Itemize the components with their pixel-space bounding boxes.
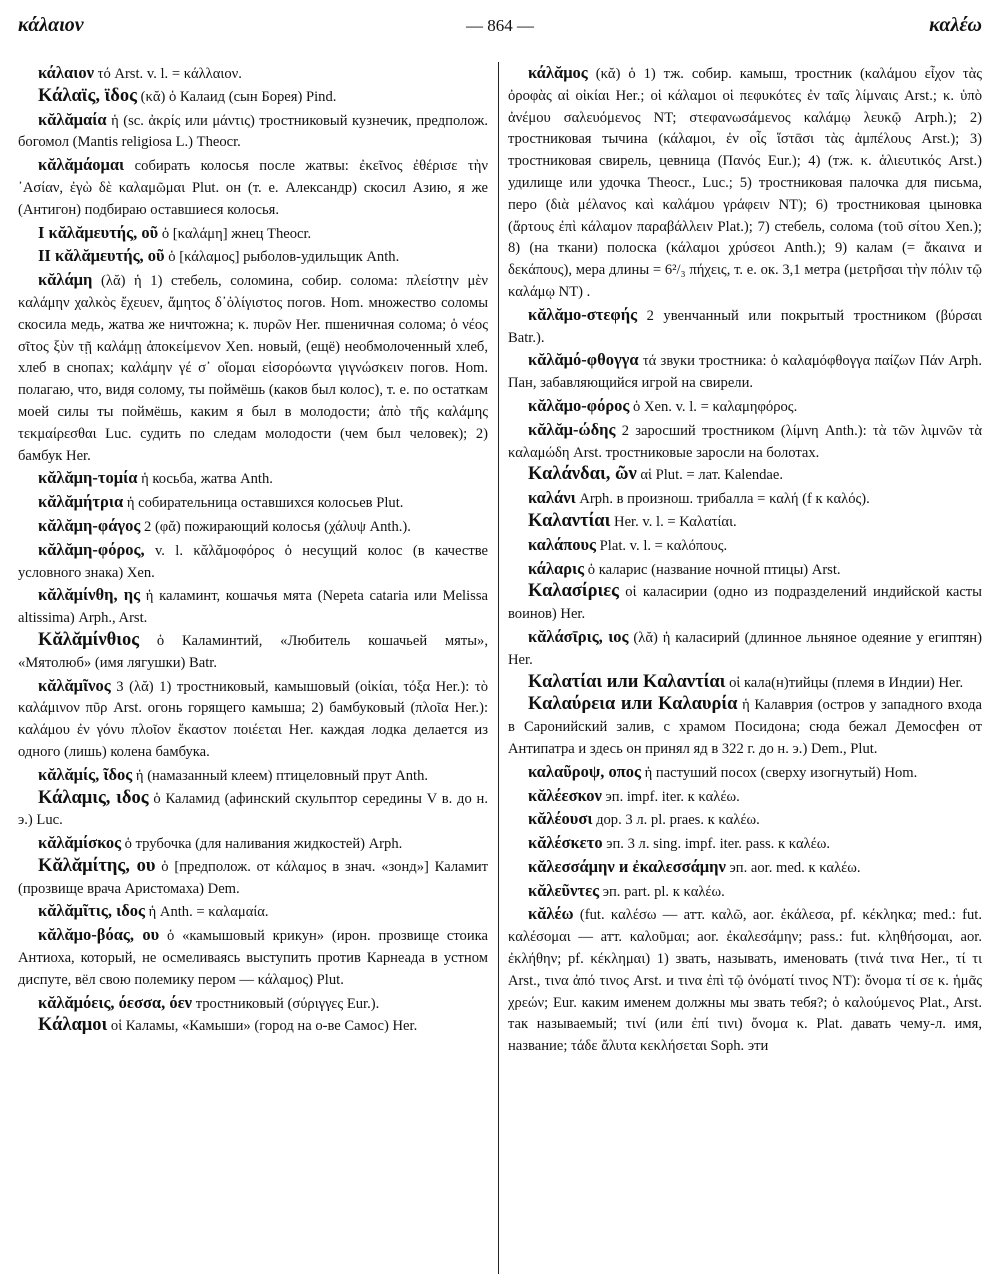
dictionary-entry xyxy=(508,304,982,350)
entry-definition: ὁ каларис (название ночной птицы) Arst. xyxy=(584,561,841,578)
entry-headword: κᾰλᾰμό-φθογγα xyxy=(528,350,639,370)
entry-headword: κάλαιον xyxy=(38,63,94,82)
dictionary-entry xyxy=(508,395,982,419)
entry-definition: Plat. v. l. = καλόπους. xyxy=(596,537,728,554)
entry-definition: v. l. κᾰλᾰμοφόρος ὁ несущий колос (в качестве условного знака) Xen. xyxy=(18,542,488,581)
entry-headword: κάλᾰμος xyxy=(528,63,588,82)
dictionary-entry xyxy=(508,534,982,558)
entry-definition: (λᾰ) ἡ 1) стебель, соломина, собир. солома: πλείστην μὲν καλάμην χαλκὸς ἔχευεν, ἄμητος δ᾿ὀλίγιστος погов. Hom. множество соломы скосила медь, жатва же ничтожна; κ. πυρῶν Her. пшеничная солома; ὁ νέος σῖτος ξὺν τῇ καλάμῃ ἀποκείμενον Xen. новый, (ещё) необмолоченный хлеб, хлеб в снопах; καλάμην γέ σ᾿ οἴομαι εἰσορόωντα γιγνώσκειν погов. Hom. полагаю, что, видя солому, ты поймёшь (каков был колос), т. е. по остаткам моей силы ты поймёшь, каким я был в молодости; ἀπὸ τῆς καλάμης τεκμαίρεσθαι Luc. судить по следам молодости (чем был человек); 2) бамбук Her. xyxy=(18,273,488,464)
entry-headword: κᾰλᾰμη-φόρος, xyxy=(38,539,145,559)
dictionary-entry xyxy=(508,880,982,904)
page-header xyxy=(18,14,982,44)
entry-headword: κᾰλάμη xyxy=(38,270,93,290)
dictionary-entry xyxy=(508,419,982,465)
dictionary-entry xyxy=(18,539,488,585)
entry-definition: 2 увенчанный или покрытый тростником (βύρσαι Batr.). xyxy=(508,307,982,346)
entry-definition: собирать колосья после жатвы: ἐκεῖνος ἐθέρισε τὴν ᾿Ασίαν, ἐγὼ δὲ καλαμῶμαι Plut. он (т. е. Александр) скосил Азию, я же (Антигон) подбираю оставшиеся колосья. xyxy=(18,158,488,218)
entry-definition: ἡ Anth. = καλαμαία. xyxy=(144,904,269,921)
entry-headword: κᾰλέεσκον xyxy=(528,785,602,805)
dictionary-entry xyxy=(18,491,488,515)
entry-definition: ὁ трубочка (для наливания жидкостей) Arph. xyxy=(121,836,403,853)
entry-definition: 2 (φᾰ) пожирающий колосья (χάλυψ Anth.). xyxy=(140,518,411,535)
entry-headword: κᾰλέσκετο xyxy=(528,833,603,853)
entry-headword: κᾰλάσῑρις, ιος xyxy=(528,626,629,646)
entry-headword: κᾰλᾰμη-φάγος xyxy=(38,515,141,535)
entry-headword: κᾰλᾰμῖνος xyxy=(38,675,111,695)
dictionary-entry xyxy=(508,62,982,304)
dictionary-entry xyxy=(18,788,488,833)
dictionary-entry xyxy=(18,515,488,539)
entry-definition: ἡ косьба, жатва Anth. xyxy=(137,471,273,488)
entry-headword: κᾰλᾰμη-τομία xyxy=(38,468,138,488)
entry-definition: οἱ каласирии (одно из подразделений индийской касты воинов) Her. xyxy=(508,584,982,623)
entry-headword: κᾰλᾰμαία xyxy=(38,109,107,129)
entry-headword: Κάλαμοι xyxy=(38,1015,108,1036)
entry-definition: эп. part. pl. к καλέω. xyxy=(599,883,725,900)
entry-headword: κᾰλᾰμίς, ῖδος xyxy=(38,764,133,784)
entry-headword: κᾰλᾰμ-ώδης xyxy=(528,419,616,439)
dictionary-entry xyxy=(18,245,488,269)
entry-headword: II κᾰλᾰμευτής, οῦ xyxy=(38,246,165,266)
entry-definition: ἡ Калаврия (остров у западного входа в Саронийский залив, с храмом Посидона; сюда бежал Демосфен от Антипатра и здесь он принял яд в 322 г. до н. э.) Dem., Plut. xyxy=(508,697,982,757)
dictionary-entry xyxy=(18,1015,488,1038)
entry-definition: ὁ [κάλαμος] рыболов-удильщик Anth. xyxy=(164,249,400,266)
dictionary-entry xyxy=(508,349,982,395)
dictionary-entry xyxy=(508,672,982,695)
dictionary-entry xyxy=(508,581,982,626)
dictionary-entry xyxy=(18,86,488,109)
dictionary-entry xyxy=(508,903,982,1058)
column-divider xyxy=(498,62,499,1274)
entry-headword: κᾰλᾰμο-φόρος xyxy=(528,395,630,415)
entry-headword: κᾰλᾰμο-στεφής xyxy=(528,304,638,324)
entry-headword: Κᾰλᾰμίνθιος xyxy=(38,629,140,650)
entry-headword: κάλαρις xyxy=(528,558,585,578)
dictionary-entry xyxy=(508,626,982,672)
entry-definition: αἱ Plut. = лат. Kalendae. xyxy=(636,467,784,484)
entry-headword: κᾰλέω xyxy=(528,904,574,924)
entry-definition: ἡ пастуший посох (сверху изогнутый) Hom. xyxy=(640,764,918,781)
page-number: — 864 — xyxy=(466,16,534,35)
entry-headword: Καλάνδαι, ῶν xyxy=(528,464,637,485)
entry-definition: (κᾰ) ὁ Калаид (сын Борея) Pind. xyxy=(136,88,337,105)
entry-definition: ἡ собирательница оставшихся колосьев Plut. xyxy=(123,495,404,512)
dictionary-entry xyxy=(18,856,488,901)
dictionary-entry xyxy=(18,222,488,246)
entry-definition: ὁ Каламид (афинский скульптор середины V в. до н. э.) Luc. xyxy=(18,790,488,829)
dictionary-entry xyxy=(508,808,982,832)
dictionary-entry xyxy=(18,630,488,675)
entry-headword: I κᾰλᾰμευτής, οῦ xyxy=(38,222,159,242)
entry-definition: дор. 3 л. pl. praes. к καλέω. xyxy=(592,812,760,829)
dictionary-entry xyxy=(18,62,488,86)
entry-definition: 2 заросший тростником (λίμνη Anth.): τὰ τῶν λιμνῶν τὰ καλαμώδη Arst. тростниковые заросли на болотах. xyxy=(508,422,982,461)
dictionary-entry xyxy=(18,900,488,924)
dictionary-entry xyxy=(508,464,982,487)
entry-headword: κᾰλᾰμίσκος xyxy=(38,833,122,853)
entry-headword: Καλαύρεια или Καλαυρία xyxy=(528,694,738,715)
entry-definition: Arph. в произнош. трибалла = καλή (f к καλός). xyxy=(575,491,870,508)
entry-headword: καλάπους xyxy=(528,534,597,554)
entry-headword: κᾰλᾰμῖτις, ιδος xyxy=(38,901,145,921)
entry-headword: Κάλαμις, ιδος xyxy=(38,787,149,808)
entry-definition: тростниковый (σύριγγες Eur.). xyxy=(192,995,380,1012)
dictionary-entry xyxy=(508,558,982,582)
entry-definition: 3 (λᾰ) 1) тростниковый, камышовый (οἰκίαι, τόξα Her.): τὸ καλάμινον πῦρ Arst. огонь горящего камыша; 2) бамбуковый (πλοῖα Her.): καλάμου ἐν γόνυ πλοῖον ἕκαστον ποιέεται Her. каждая лодка делается из одного (лишь) колена бамбука. xyxy=(18,678,488,760)
dictionary-entry xyxy=(18,154,488,221)
entry-definition: ὁ [καλάμη] жнец Theocr. xyxy=(158,225,312,242)
dictionary-entry xyxy=(18,467,488,491)
entry-definition: ὁ Xen. v. l. = καλαμηφόρος. xyxy=(629,398,798,415)
entry-definition: эп. impf. iter. к καλέω. xyxy=(601,788,740,805)
entry-headword: κᾰλεῦντες xyxy=(528,880,600,900)
entry-definition: эп. 3 л. sing. impf. iter. pass. к καλέω. xyxy=(602,836,831,853)
dictionary-entry xyxy=(18,832,488,856)
entry-definition: эп. aor. med. к καλέω. xyxy=(725,859,861,876)
dictionary-entry xyxy=(508,694,982,760)
left-column xyxy=(18,62,488,1278)
entry-definition: ἡ (намазанный клеем) птицеловный прут Anth. xyxy=(132,767,429,784)
right-column xyxy=(508,62,982,1278)
entry-definition: ἡ (sc. ἀκρίς или μάντις) тростниковый кузнечик, предполож. богомол (Mantis religiosa L.) Theocr. xyxy=(18,112,488,151)
entry-definition: (κᾰ) ὁ 1) тж. собир. камыш, тростник (καλάμου εἶχον τὰς ὀροφὰς αἱ οἰκίαι Her.; οἱ κάλαμοι οἱ πεφυκότες ἐν ταῖς λίμναις Arst.; κ. ὑπὸ ἀνέμου σαλευόμενος NT; στεφανωσάμενος καλάμῳ λευκῷ Arph.); 2) тростниковая тычина (κάλαμοι, ἐν οἷς ἵστᾱσι τὰς ἀμπέλους Arst.); 3) тростниковая свирель, цевница (Πανός Eur.); 4) (тж. κ. ἁλιευτικός Arst.) удилище или удочка Theocr., Luc.; 5) тростниковая палочка для письма, перо (διὰ μέλανος καὶ καλάμου γράφειν NT); 6) тростниковая цыновка (ἄρτους ἐπὶ κάλαμον παραβάλλειν Plat.); 7) стебель, солома (τοῦ σίτου Xen.); 8) (на ткани) полоска (κάλαμοι χρύσεοι Anth.); 9) калам (= ἄκαινα и δεκάπους), мера длины = 6²/₃ πήχεις, т. е. ок. 3,1 метра (μετρῆσαι τὴν πόλιν τῷ καλάμῳ NT) . xyxy=(508,66,982,300)
header-left-word: κάλαιον xyxy=(18,14,84,36)
entry-headword: κᾰλᾰμο-βόας, ου xyxy=(38,925,160,945)
entry-definition: (λᾰ) ἡ каласирий (длинное льняное одеяние у египтян) Her. xyxy=(508,629,982,668)
dictionary-entry xyxy=(18,992,488,1016)
dictionary-entry xyxy=(508,487,982,511)
entry-headword: καλαῦροψ, οπος xyxy=(528,761,641,781)
entry-headword: κᾰλεσσάμην и ἐκαλεσσάμην xyxy=(528,856,726,876)
entry-definition: Her. v. l. = Καλατίαι. xyxy=(610,513,737,530)
dictionary-entry xyxy=(508,511,982,534)
entry-headword: Κάλαϊς, ϊδος xyxy=(38,85,137,106)
dictionary-entry xyxy=(508,832,982,856)
entry-definition: (fut. καλέσω — атт. καλῶ, aor. ἐκάλεσα, pf. κέκληκα; med.: fut. καλέσομαι — атт. καλοῦμαι; aor. ἐκαλεσάμην; pass.: fut. κληθήσομαι, aor. ἐκλήθην; pf. κέκλημαι) 1) звать, называть, именовать (τινά τινα Her., τί τι Arst., τινα ἀπό τινος Arst. и τινα ἐπὶ τῷ ὀνόματί τινος NT): ὄνομα τί σε κ. ἡμᾶς χρεών; Eur. каким именем должны мы звать тебя?; ὁ καλούμενος Plat., Arst. так называемый; τινί (или ἐπί τινι) ὄνομα κ. Plat. давать чему-л. имя, название; τάδε ἄλυτα κεκλήσεται Soph. эти xyxy=(508,907,982,1055)
entry-definition: τά звуки тростника: ὁ καλαμόφθογγα παίζων Πάν Arph. Пан, забавляющийся игрой на свирели. xyxy=(508,353,982,392)
dictionary-entry xyxy=(18,675,488,764)
dictionary-entry xyxy=(508,785,982,809)
dictionary-entry xyxy=(18,924,488,991)
dictionary-columns xyxy=(18,62,982,1278)
entry-headword: κᾰλᾰμάομαι xyxy=(38,155,125,175)
entry-headword: κᾰλᾰμόεις, όεσσα, όεν xyxy=(38,992,193,1012)
dictionary-entry xyxy=(18,584,488,630)
dictionary-entry xyxy=(508,856,982,880)
dictionary-entry xyxy=(18,269,488,467)
entry-headword: καλάνι xyxy=(528,488,576,508)
entry-definition: τό Arst. v. l. = κάλλαιον. xyxy=(93,66,242,82)
entry-headword: Καλαντίαι xyxy=(528,510,611,531)
entry-headword: Καλασίριες xyxy=(528,581,619,602)
entry-headword: κᾰλᾰμίνθη, ης xyxy=(38,585,141,605)
entry-headword: κᾰλᾰμήτρια xyxy=(38,492,124,512)
entry-definition: οἱ Каламы, «Камыши» (город на о-ве Самос) Her. xyxy=(107,1018,418,1035)
dictionary-entry xyxy=(18,764,488,788)
header-right-word: καλέω xyxy=(929,14,982,36)
entry-definition: ὁ «камышовый крикун» (ирон. прозвище стоика Антиоха, который, не осмеливаясь выступить против Карнеада в устном диспуте, вёл свою полемику пером — κάλαμος) Plut. xyxy=(18,928,488,988)
entry-definition: ὁ Каламинтий, «Любитель кошачьей мяты», «Мятолюб» (имя лягушки) Batr. xyxy=(18,632,488,671)
entry-headword: Κᾰλᾰμίτης, ου xyxy=(38,855,156,876)
entry-headword: Καλατίαι или Καλαντίαι xyxy=(528,671,726,692)
dictionary-entry xyxy=(18,109,488,155)
entry-definition: ἡ каламинт, кошачья мята (Nepeta catariа или Melissa altissima) Arph., Arst. xyxy=(18,588,488,627)
dictionary-entry xyxy=(508,761,982,785)
entry-headword: κᾰλέουσι xyxy=(528,809,593,829)
entry-definition: οἱ кала(н)тийцы (племя в Индии) Her. xyxy=(725,674,964,691)
entry-definition: ὁ [предполож. от κάλαμος в знач. «зонд»] Каламит (прозвище врача Аристомаха) Dem. xyxy=(18,858,488,897)
